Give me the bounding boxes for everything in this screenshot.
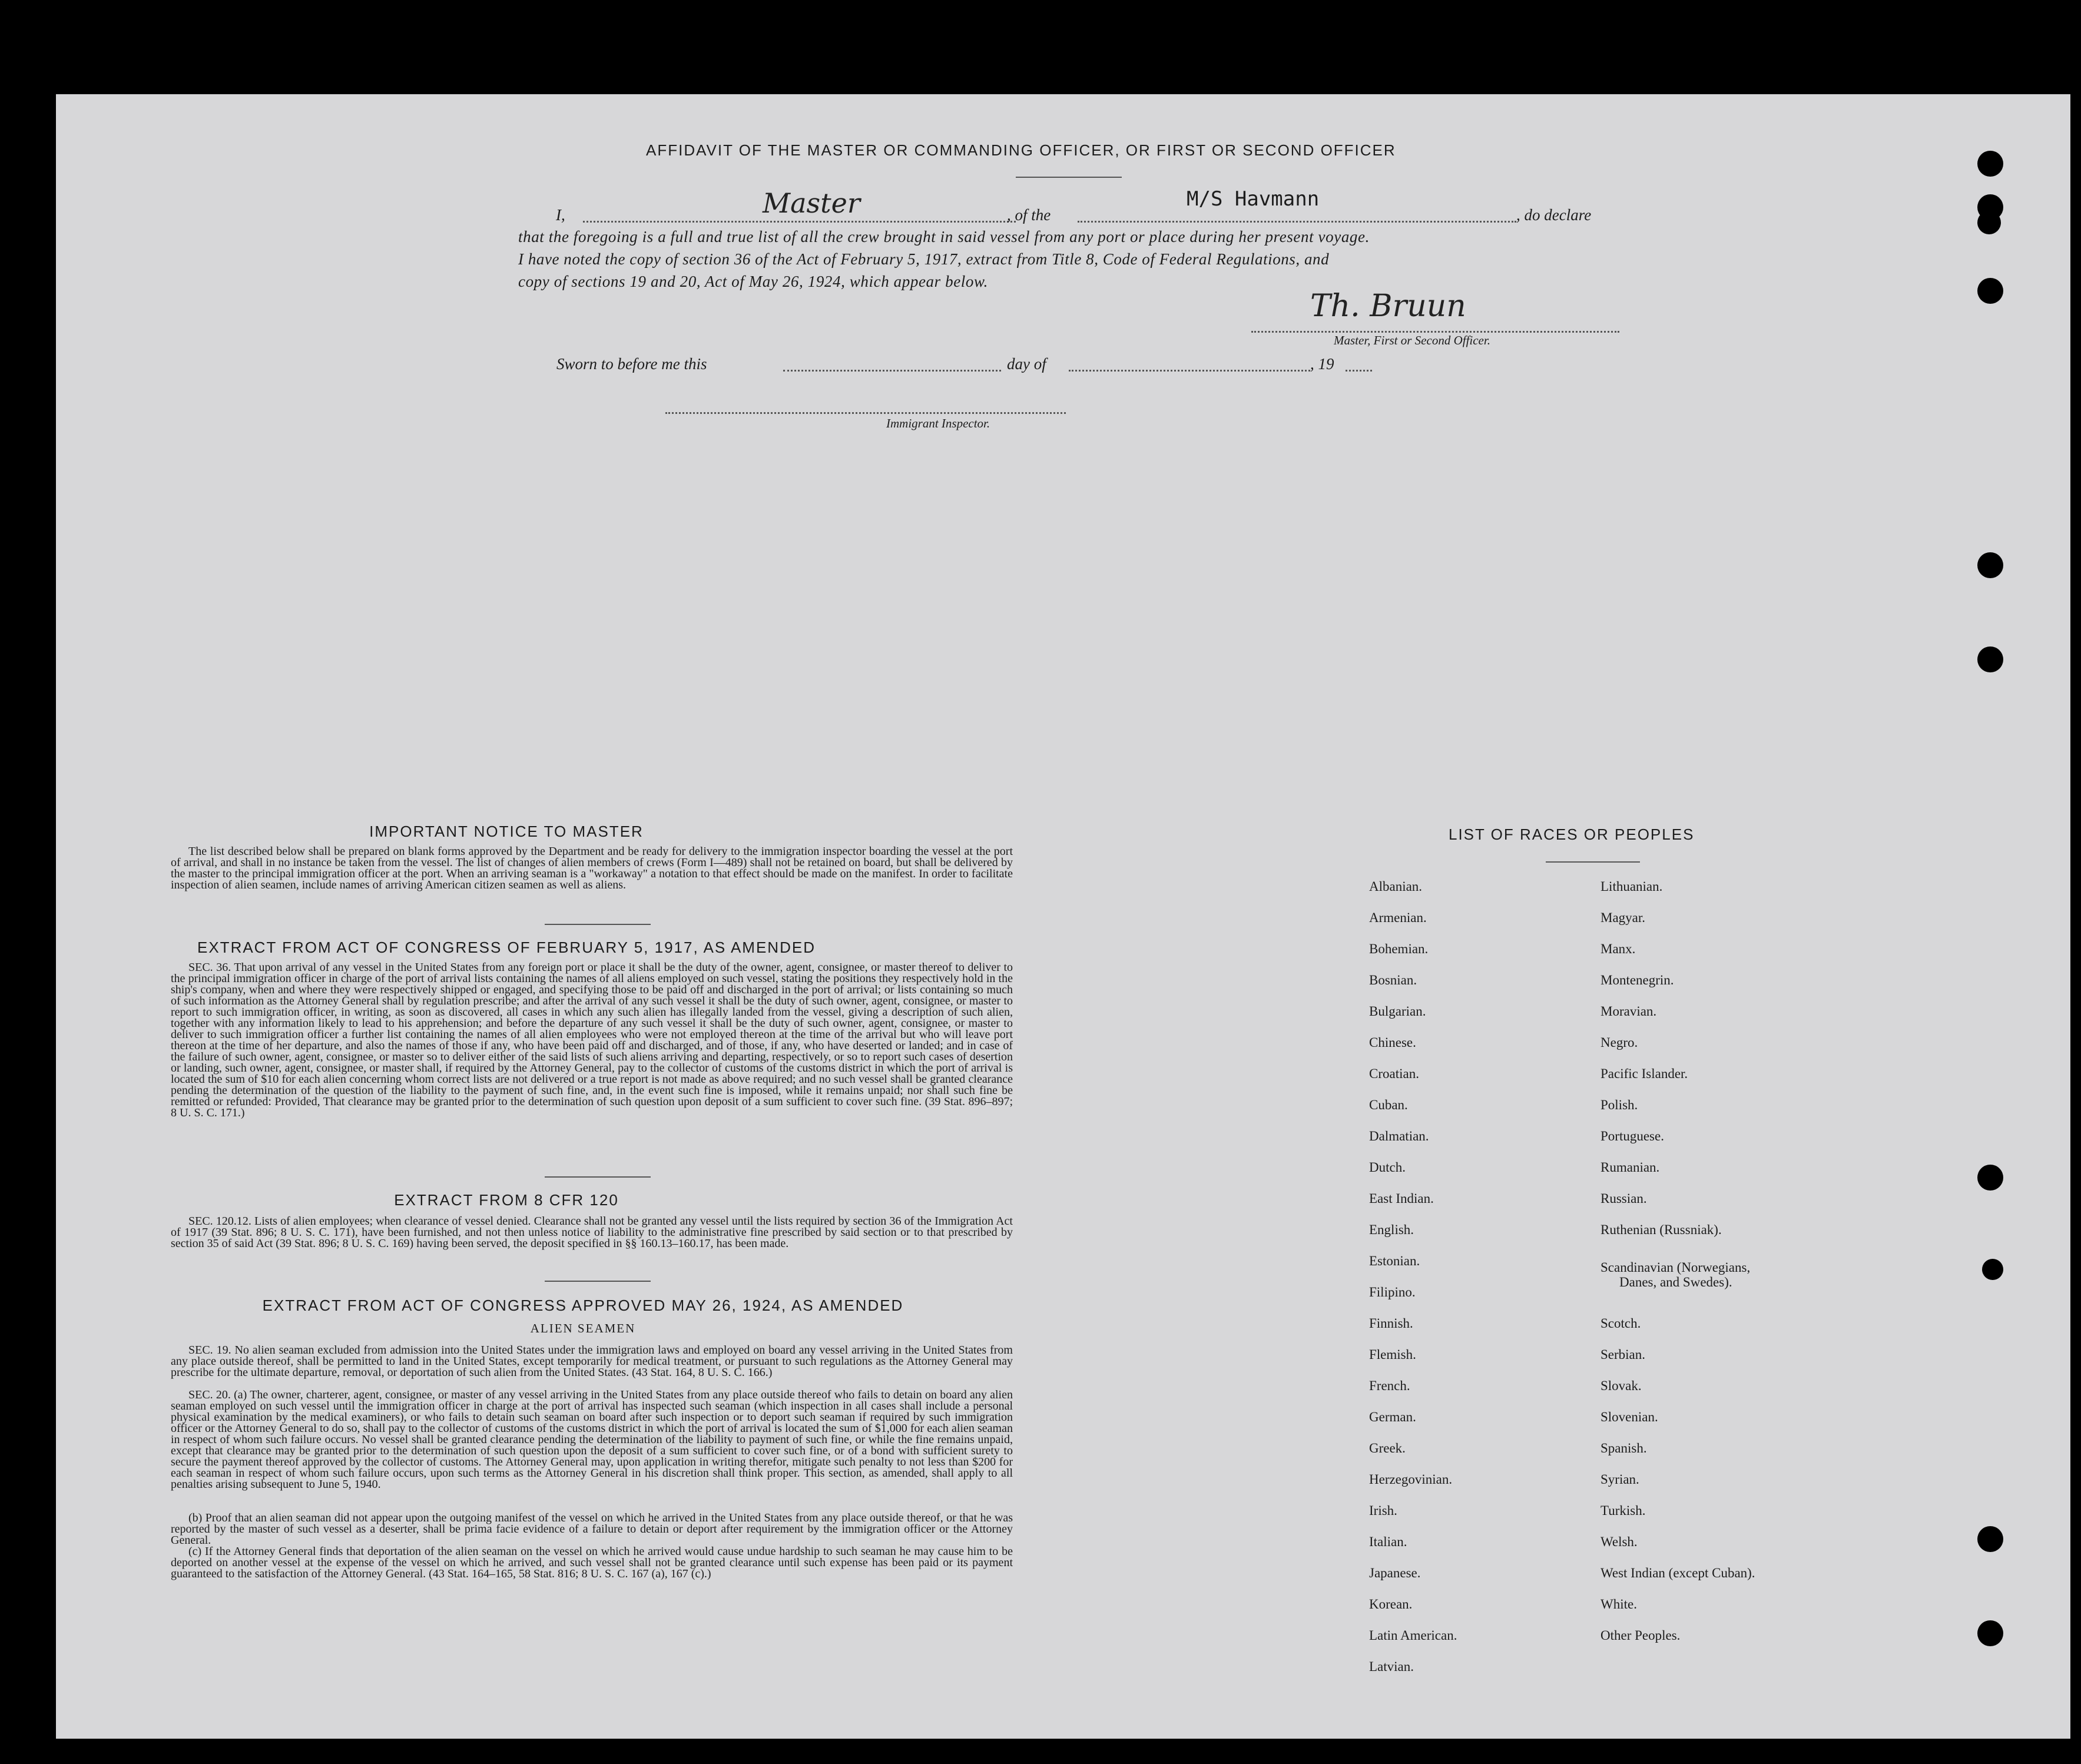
race-item: Serbian.	[1600, 1347, 1646, 1362]
race-item: Spanish.	[1600, 1441, 1647, 1455]
punch-hole	[1982, 1259, 2003, 1280]
punch-hole	[1977, 151, 2003, 177]
punch-hole	[1977, 552, 2003, 578]
notice-title: IMPORTANT NOTICE TO MASTER	[369, 823, 644, 840]
race-item: Syrian.	[1600, 1472, 1639, 1487]
divider	[545, 1281, 651, 1282]
sec-20a-body: SEC. 20. (a) The owner, charterer, agent, consignee, or master of any vessel arriving in the United States from any place outside thereof who fails to detain on board any alien seaman employed on such vessel until the immigration officer in charge at the port of arrival has inspected such seaman (which inspection in all cases shall include a personal physical examination by the medical examiners), or who fails to detain such seaman on board after such inspection or to deport such seaman if required by such immigration officer or the Attorney General to do so, shall pay to the collector of customs of the customs district in which the port of arrival is located the sum of $1,000 for each alien seaman in respect of whom such failure occurs. No vessel shall be granted clearance pending the determination of the liability to payment of such fine, or while the fine remains unpaid, except that clearance may be granted prior to the determination of such question upon the deposit of a sum sufficient to cover such fine, or of a bond with sufficient surety to secure the payment thereof approved by the collector of customs. The Attorney General may, upon application in writing therefor, mitigate such penalty to not less than $200 for each seaman in respect of whom such failure occurs, upon such terms as the Attorney General in his discretion shall think proper. This section, as amended, shall apply to all penalties arising subsequent to June 5, 1940.	[171, 1388, 1013, 1491]
sec-20b-body: (b) Proof that an alien seaman did not appear upon the outgoing manifest of the vessel on which he arrived in the United States from any place outside thereof, or that he was reported by the master of such vessel as a deserter, shall be prima facie evidence of a failure to detain or deport after requirement by the immigration officer or the Attorney General.	[171, 1511, 1013, 1547]
race-item: Filipino.	[1369, 1285, 1416, 1299]
race-item: Italian.	[1369, 1534, 1407, 1549]
extract-1924-title: EXTRACT FROM ACT OF CONGRESS APPROVED MAY 26, 1924, AS AMENDED	[262, 1297, 904, 1314]
race-item: Moravian.	[1600, 1004, 1657, 1019]
race-item: Danes, and Swedes).	[1619, 1275, 1732, 1289]
race-item: Magyar.	[1600, 910, 1646, 925]
race-item: Welsh.	[1600, 1534, 1638, 1549]
race-item: French.	[1369, 1378, 1410, 1393]
extract-1917-body: SEC. 36. That upon arrival of any vessel in the United States from any foreign port or place it shall be the duty of the owner, agent, consignee, or master thereof to deliver to the principal immigration officer in charge of the port of arrival lists containing the names of all aliens employed on such vessel, stating the positions they respectively hold in the ship's company, when and where they were respectively shipped or engaged, and specifying those to be paid off and discharged in the port of arrival; or lists containing so much of such information as the Attorney General shall by regulation prescribe; and after the arrival of any such vessel it shall be the duty of such owner, agent, consignee, or master to report to such immigration officer, in writing, as soon as discovered, all cases in which any such alien has illegally landed from the vessel, giving a description of such alien, together with any information likely to lead to his apprehension; and before the departure of any such vessel it shall be the duty of such owner, agent, consignee, or master to deliver to such immigration officer a further list containing the names of all alien employees who were not employed thereon at the time of the arrival but who will leave port thereon at the time of her departure, and also the names of those if any, who have been paid off and discharged, and of those, if any, who have deserted or landed; and in case of the failure of such owner, agent, consignee, or master so to deliver either of the said lists of such aliens arriving and departing, respectively, or so to report such cases of desertion or landing, such owner, agent, consignee, or master shall, if required by the Attorney General, pay to the collector of customs of the customs district in which the port of arrival is located the sum of $10 for each alien concerning whom correct lists are not delivered or a true report is not made as above required; and no such vessel shall be granted clearance pending the determination of the question of the liability to the payment of such fine, and, in the event such fine is imposed, while it remains unpaid; nor shall such fine be remitted or refunded: Provided, That clearance may be granted prior to the determination of such question upon deposit of a sum sufficient to cover such fine. (39 Stat. 896–897; 8 U. S. C. 171.)	[171, 961, 1013, 1119]
race-item: Korean.	[1369, 1597, 1413, 1612]
race-item: Other Peoples.	[1600, 1628, 1681, 1643]
extract-1924-subtitle: ALIEN SEAMEN	[530, 1321, 636, 1335]
race-item: Ruthenian (Russniak).	[1600, 1222, 1722, 1237]
extract-cfr-title: EXTRACT FROM 8 CFR 120	[394, 1191, 619, 1209]
divider	[545, 924, 651, 925]
race-item: Dutch.	[1369, 1160, 1406, 1175]
of-the-label: , of the	[1007, 206, 1051, 224]
race-item: English.	[1369, 1222, 1414, 1237]
race-item: Japanese.	[1369, 1566, 1421, 1580]
vessel-line	[1078, 221, 1516, 223]
race-item: Irish.	[1369, 1503, 1397, 1518]
signature-line	[1251, 331, 1619, 333]
race-item: Finnish.	[1369, 1316, 1413, 1331]
day-of-label: day of	[1007, 355, 1046, 373]
race-item: Montenegrin.	[1600, 973, 1674, 987]
race-item: German.	[1369, 1410, 1416, 1424]
race-item: Herzegovinian.	[1369, 1472, 1453, 1487]
capacity-handwriting: Master	[763, 187, 860, 219]
race-item: Portuguese.	[1600, 1129, 1664, 1143]
race-item: Croatian.	[1369, 1066, 1419, 1081]
affidavit-line-3: I have noted the copy of section 36 of the Act of February 5, 1917, extract from Title 8, Code of Federal Regulations, and	[518, 250, 1330, 268]
affidavit-title: AFFIDAVIT OF THE MASTER OR COMMANDING OFFICER, OR FIRST OR SECOND OFFICER	[646, 141, 1396, 159]
race-item: Bulgarian.	[1369, 1004, 1426, 1019]
signature: Th. Bruun	[1310, 289, 1466, 324]
punch-hole	[1977, 211, 2001, 234]
punch-hole	[1977, 278, 2003, 304]
race-item: Dalmatian.	[1369, 1129, 1429, 1143]
punch-hole	[1977, 1620, 2003, 1646]
race-item: Flemish.	[1369, 1347, 1416, 1362]
race-item: Slovak.	[1600, 1378, 1642, 1393]
signature-caption: Master, First or Second Officer.	[1334, 333, 1490, 347]
race-item: Pacific Islander.	[1600, 1066, 1688, 1081]
race-item: Negro.	[1600, 1035, 1638, 1050]
inspector-caption: Immigrant Inspector.	[886, 416, 990, 430]
title-divider	[1016, 177, 1122, 178]
affidavit-line-2: that the foregoing is a full and true list of all the crew brought in said vessel from any port or place during her present voyage.	[518, 228, 1370, 246]
race-item: Turkish.	[1600, 1503, 1646, 1518]
race-item: Bohemian.	[1369, 941, 1429, 956]
race-item: Chinese.	[1369, 1035, 1416, 1050]
races-title: LIST OF RACES OR PEOPLES	[1449, 825, 1695, 843]
race-item: East Indian.	[1369, 1191, 1434, 1206]
year-label: , 19	[1310, 355, 1334, 373]
sworn-day-line	[783, 370, 1001, 372]
divider	[1546, 861, 1640, 863]
race-item: White.	[1600, 1597, 1637, 1612]
divider	[545, 1176, 651, 1178]
race-item: Albanian.	[1369, 879, 1423, 894]
year-line	[1346, 370, 1372, 372]
punch-hole	[1977, 1165, 2003, 1191]
declare-label: , do declare	[1516, 206, 1592, 224]
race-item: Scotch.	[1600, 1316, 1641, 1331]
sec-19-body: SEC. 19. No alien seaman excluded from admission into the United States under the immigration laws and employed on board any vessel arriving in the United States from any place outside thereof, shall be permitted to land in the United States, except temporarily for medical treatment, or pursuant to such regulations as the Attorney General may prescribe for the ultimate departure, removal, or deportation of such alien from the United States. (43 Stat. 164, 8 U. S. C. 166.)	[171, 1344, 1013, 1379]
race-item: Slovenian.	[1600, 1410, 1658, 1424]
race-item: Manx.	[1600, 941, 1636, 956]
race-item: Rumanian.	[1600, 1160, 1660, 1175]
capacity-line	[583, 221, 1016, 223]
race-item: Latvian.	[1369, 1659, 1414, 1674]
extract-1917-title: EXTRACT FROM ACT OF CONGRESS OF FEBRUARY 5, 1917, AS AMENDED	[197, 939, 816, 956]
race-item: Latin American.	[1369, 1628, 1457, 1643]
notice-body: The list described below shall be prepared on blank forms approved by the Department and be ready for delivery to the immigration inspector boarding the vessel at the port of arrival, and shall in no instance be taken from the vessel. The list of changes of alien members of crews (Form I—489) shall not be retained on board, but shall be delivered by the master to the principal immigration officer at the port. When an arriving seaman is a "workaway" a notation to that effect should be made on the manifest. In order to facilitate inspection of alien seamen, include names of arriving American citizen seamen as well as aliens.	[171, 845, 1013, 891]
inspector-line	[665, 412, 1066, 414]
i-label: I,	[556, 206, 565, 224]
race-item: Lithuanian.	[1600, 879, 1663, 894]
race-item: Greek.	[1369, 1441, 1406, 1455]
race-item: Bosnian.	[1369, 973, 1417, 987]
race-item: Estonian.	[1369, 1254, 1420, 1268]
punch-hole	[1977, 1526, 2003, 1552]
race-item: Armenian.	[1369, 910, 1427, 925]
race-item: West Indian (except Cuban).	[1600, 1566, 1755, 1580]
extract-cfr-body: SEC. 120.12. Lists of alien employees; when clearance of vessel denied. Clearance shall not be granted any vessel until the lists required by section 36 of the Immigration Act of 1917 (39 Stat. 896; 8 U. S. C. 171), have been furnished, and not then unless notice of liability to the administrative fine prescribed by said section or to that prescribed by section 35 of said Act (39 Stat. 896; 8 U. S. C. 169) having been served, the deposit specified in §§ 160.13–160.17, has been made.	[171, 1215, 1013, 1250]
vessel-name: M/S Havmann	[1187, 187, 1320, 211]
affidavit-line-4: copy of sections 19 and 20, Act of May 26, 1924, which appear below.	[518, 273, 988, 290]
sworn-label: Sworn to before me this	[556, 355, 707, 373]
document-page	[56, 94, 2070, 1739]
race-item: Russian.	[1600, 1191, 1647, 1206]
punch-hole	[1977, 646, 2003, 672]
sec-20c-body: (c) If the Attorney General finds that deportation of the alien seaman on the vessel on which he arrived would cause undue hardship to such seaman he may cause him to be deported on another vessel at the expense of the vessel on which he arrived, and such vessel shall not be granted clearance until such expense has been paid or its payment guaranteed to the satisfaction of the Attorney General. (43 Stat. 164–165, 58 Stat. 816; 8 U. S. C. 167 (a), 167 (c).)	[171, 1545, 1013, 1580]
race-item: Cuban.	[1369, 1097, 1408, 1112]
race-item: Scandinavian (Norwegians,	[1600, 1260, 1751, 1275]
sworn-month-line	[1069, 370, 1310, 372]
race-item: Polish.	[1600, 1097, 1638, 1112]
